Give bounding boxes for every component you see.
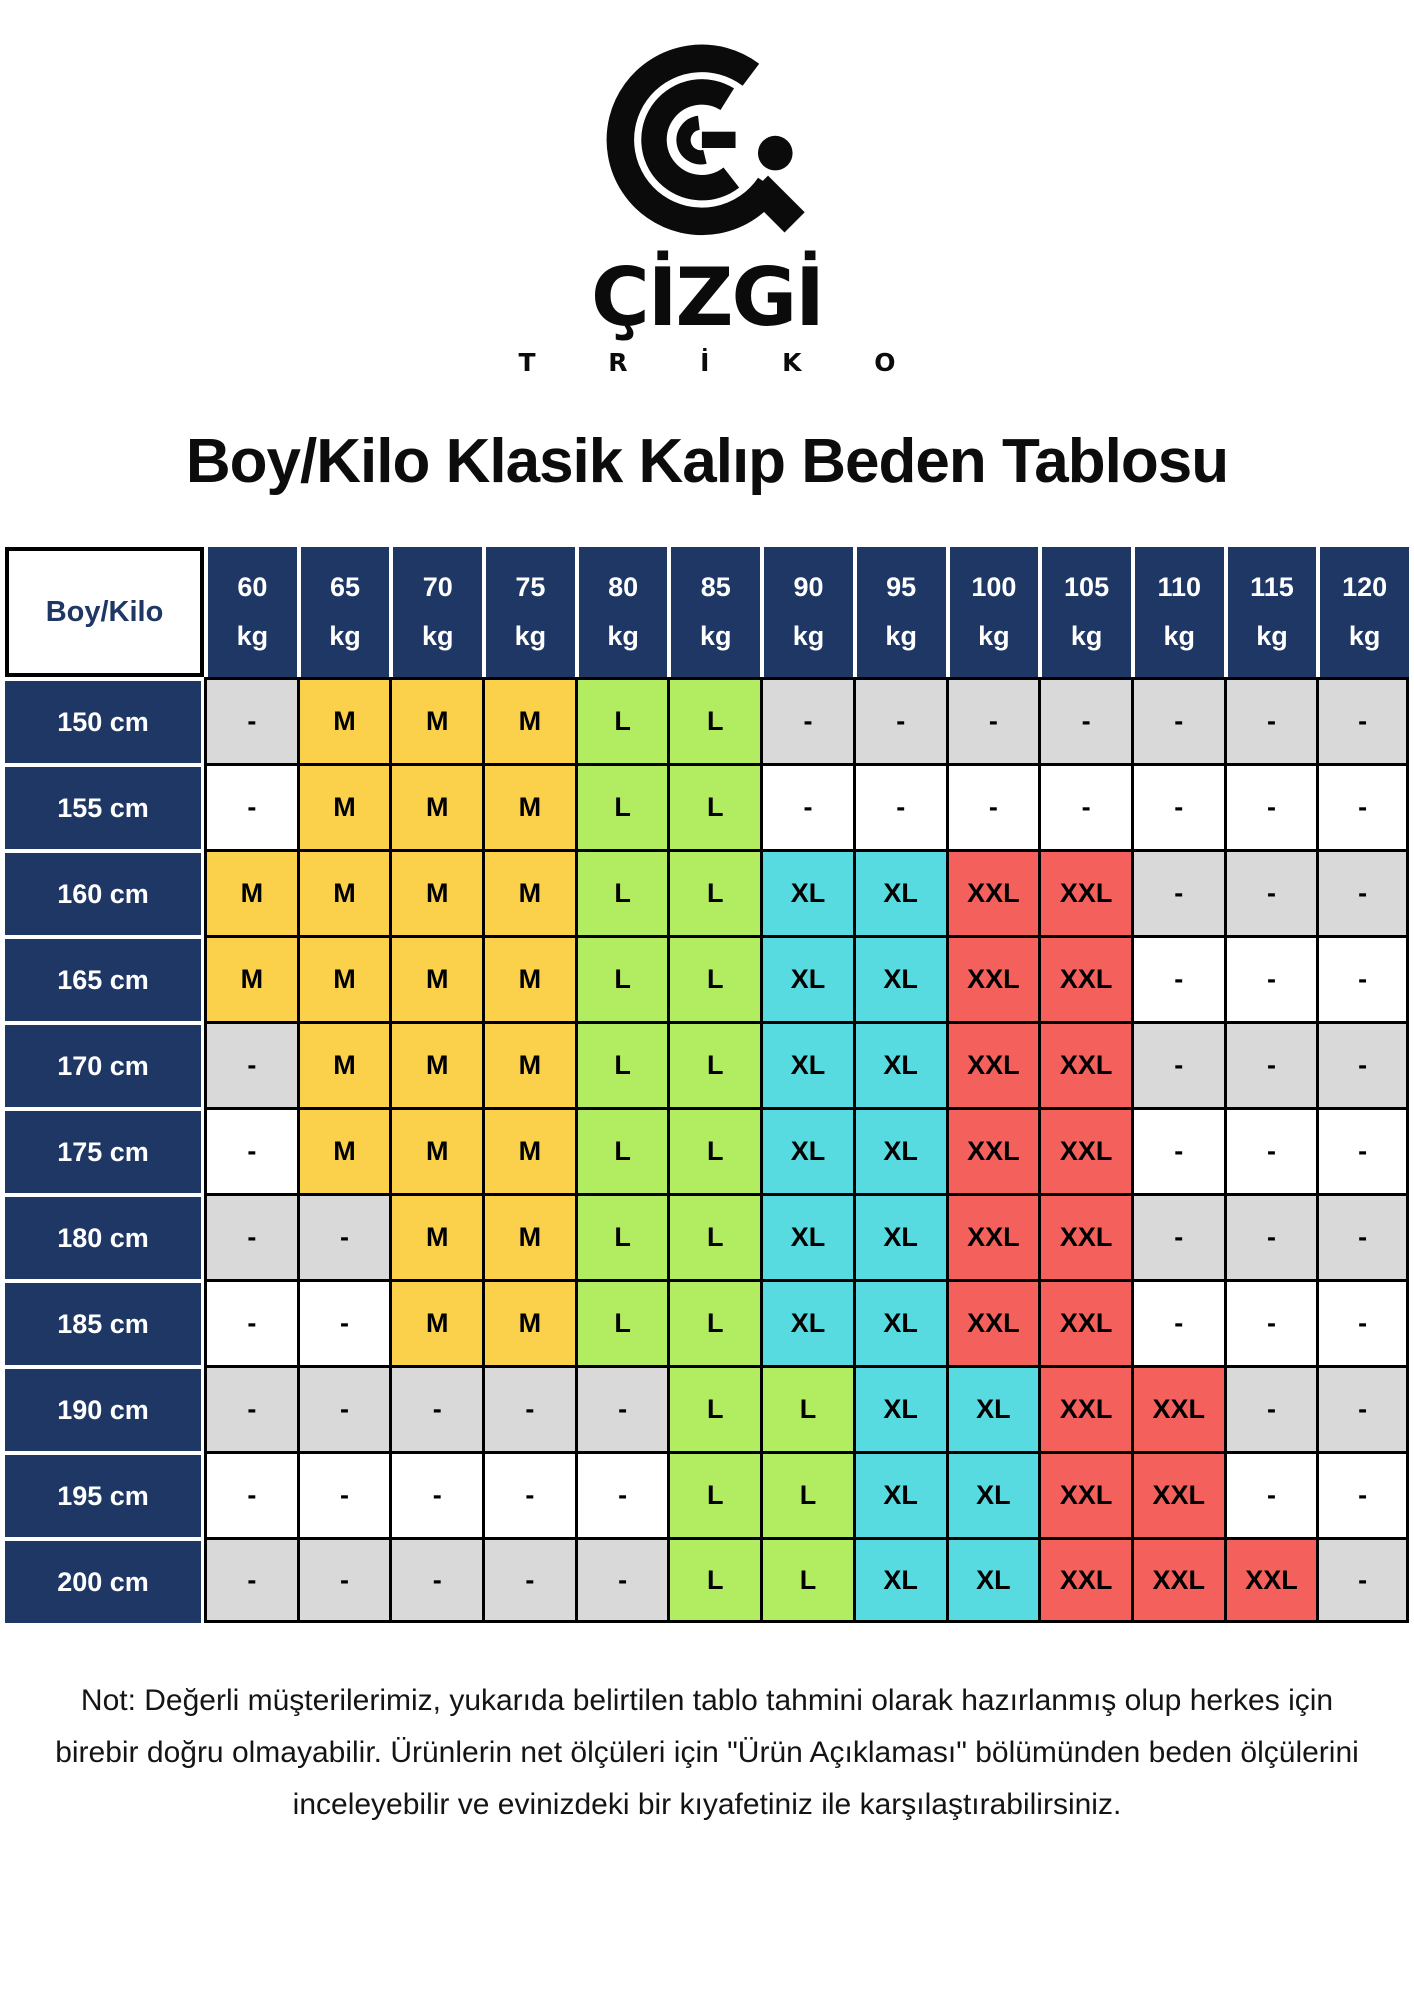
size-cell: XXL xyxy=(946,1279,1039,1365)
size-cell: M xyxy=(389,1279,482,1365)
size-cell: - xyxy=(204,1365,297,1451)
size-cell: - xyxy=(1224,935,1317,1021)
weight-header-cell: 115 kg xyxy=(1224,547,1317,677)
height-label-cell: 185 cm xyxy=(5,1279,204,1365)
size-cell: - xyxy=(1131,677,1224,763)
size-cell: XXL xyxy=(1038,1021,1131,1107)
size-cell: L xyxy=(575,1279,668,1365)
size-cell: XL xyxy=(853,1193,946,1279)
size-cell: XXL xyxy=(1131,1537,1224,1623)
size-cell: XL xyxy=(853,1021,946,1107)
size-cell: M xyxy=(482,849,575,935)
page-title: Boy/Kilo Klasik Kalıp Beden Tablosu xyxy=(185,427,1229,496)
size-cell: - xyxy=(482,1365,575,1451)
size-cell: L xyxy=(575,1193,668,1279)
size-cell: M xyxy=(389,763,482,849)
size-cell: XXL xyxy=(946,935,1039,1021)
height-label-cell: 175 cm xyxy=(5,1107,204,1193)
size-cell: M xyxy=(389,1021,482,1107)
size-cell: XL xyxy=(760,1021,853,1107)
size-cell: M xyxy=(297,1021,390,1107)
brand-logo xyxy=(0,0,1414,376)
size-cell: - xyxy=(1224,1279,1317,1365)
size-cell: XXL xyxy=(1131,1365,1224,1451)
size-cell: - xyxy=(204,763,297,849)
size-cell: M xyxy=(389,935,482,1021)
size-cell: - xyxy=(389,1451,482,1537)
size-cell: - xyxy=(297,1365,390,1451)
size-cell: - xyxy=(1131,849,1224,935)
size-cell: - xyxy=(297,1279,390,1365)
weight-header-cell: 65 kg xyxy=(297,547,390,677)
size-cell: - xyxy=(1316,935,1409,1021)
size-cell: - xyxy=(853,763,946,849)
height-label-cell: 170 cm xyxy=(5,1021,204,1107)
size-cell: XXL xyxy=(1131,1451,1224,1537)
brand-subtitle: T R İ K O xyxy=(518,348,928,377)
size-cell: XL xyxy=(853,1537,946,1623)
size-cell: - xyxy=(1316,1451,1409,1537)
size-cell: - xyxy=(1131,763,1224,849)
size-cell: M xyxy=(389,1107,482,1193)
size-cell: L xyxy=(667,1537,760,1623)
weight-header-cell: 100 kg xyxy=(946,547,1039,677)
size-cell: - xyxy=(575,1537,668,1623)
size-cell: - xyxy=(1131,1279,1224,1365)
height-label-cell: 200 cm xyxy=(5,1537,204,1623)
size-cell: L xyxy=(667,849,760,935)
size-cell: - xyxy=(760,763,853,849)
size-cell: M xyxy=(482,1193,575,1279)
size-cell: - xyxy=(1316,1193,1409,1279)
size-cell: - xyxy=(1316,1365,1409,1451)
size-cell: - xyxy=(1316,1537,1409,1623)
size-cell: L xyxy=(667,1021,760,1107)
size-cell: XL xyxy=(853,1365,946,1451)
size-cell: XL xyxy=(760,1279,853,1365)
size-cell: M xyxy=(297,763,390,849)
size-cell: - xyxy=(1224,677,1317,763)
size-cell: XXL xyxy=(1038,1451,1131,1537)
weight-header-cell: 80 kg xyxy=(575,547,668,677)
size-cell: XL xyxy=(853,1107,946,1193)
size-cell: XXL xyxy=(1038,1193,1131,1279)
size-cell: - xyxy=(1224,1365,1317,1451)
size-cell: - xyxy=(297,1193,390,1279)
table-row xyxy=(5,1365,1409,1451)
size-cell: XL xyxy=(853,1279,946,1365)
size-cell: M xyxy=(482,763,575,849)
size-cell: - xyxy=(482,1451,575,1537)
size-cell: M xyxy=(297,1107,390,1193)
brand-name: ÇİZGİ xyxy=(591,251,823,344)
height-label-cell: 180 cm xyxy=(5,1193,204,1279)
size-cell: L xyxy=(575,849,668,935)
table-row xyxy=(5,1193,1409,1279)
size-cell: M xyxy=(204,849,297,935)
size-cell: - xyxy=(389,1537,482,1623)
weight-header-cell: 120 kg xyxy=(1316,547,1409,677)
size-cell: - xyxy=(1131,1193,1224,1279)
size-cell: M xyxy=(297,849,390,935)
weight-header-cell: 70 kg xyxy=(389,547,482,677)
size-cell: M xyxy=(204,935,297,1021)
size-cell: M xyxy=(389,849,482,935)
size-cell: L xyxy=(667,1279,760,1365)
size-cell: XL xyxy=(946,1451,1039,1537)
size-cell: XXL xyxy=(1038,1537,1131,1623)
size-cell: XXL xyxy=(1038,1279,1131,1365)
size-cell: - xyxy=(1224,849,1317,935)
size-cell: M xyxy=(482,935,575,1021)
height-label-cell: 190 cm xyxy=(5,1365,204,1451)
size-cell: L xyxy=(575,677,668,763)
size-cell: XXL xyxy=(1224,1537,1317,1623)
size-cell: - xyxy=(1038,677,1131,763)
size-cell: - xyxy=(1131,935,1224,1021)
size-cell: - xyxy=(1038,763,1131,849)
size-cell: L xyxy=(667,763,760,849)
size-cell: M xyxy=(482,1107,575,1193)
size-cell: L xyxy=(760,1365,853,1451)
size-cell: - xyxy=(1316,1279,1409,1365)
size-cell: XL xyxy=(853,1451,946,1537)
size-cell: - xyxy=(204,677,297,763)
size-cell: - xyxy=(1224,1193,1317,1279)
height-label-cell: 195 cm xyxy=(5,1451,204,1537)
size-cell: - xyxy=(1224,763,1317,849)
size-cell: - xyxy=(1131,1107,1224,1193)
table-row xyxy=(5,1021,1409,1107)
size-cell: - xyxy=(204,1279,297,1365)
size-cell: XXL xyxy=(946,849,1039,935)
size-cell: - xyxy=(1224,1107,1317,1193)
size-cell: - xyxy=(1131,1021,1224,1107)
size-cell: M xyxy=(482,1021,575,1107)
table-header-row xyxy=(5,547,1409,677)
height-label-cell: 155 cm xyxy=(5,763,204,849)
height-label-cell: 165 cm xyxy=(5,935,204,1021)
size-cell: XXL xyxy=(946,1107,1039,1193)
size-cell: XL xyxy=(946,1537,1039,1623)
weight-header-cell: 90 kg xyxy=(760,547,853,677)
size-cell: - xyxy=(297,1537,390,1623)
size-cell: L xyxy=(667,1365,760,1451)
size-cell: - xyxy=(204,1451,297,1537)
size-cell: - xyxy=(1224,1451,1317,1537)
size-cell: XL xyxy=(760,849,853,935)
weight-header-cell: 85 kg xyxy=(667,547,760,677)
size-table xyxy=(5,547,1409,1623)
size-cell: L xyxy=(760,1537,853,1623)
size-cell: L xyxy=(575,1021,668,1107)
size-cell: XL xyxy=(760,935,853,1021)
size-cell: - xyxy=(204,1193,297,1279)
size-cell: - xyxy=(1316,1021,1409,1107)
size-cell: - xyxy=(946,763,1039,849)
weight-header-cell: 110 kg xyxy=(1131,547,1224,677)
size-cell: M xyxy=(297,935,390,1021)
size-cell: - xyxy=(1224,1021,1317,1107)
size-cell: - xyxy=(1316,677,1409,763)
weight-header-cell: 60 kg xyxy=(204,547,297,677)
height-label-cell: 160 cm xyxy=(5,849,204,935)
size-cell: L xyxy=(667,677,760,763)
table-row xyxy=(5,1451,1409,1537)
size-cell: M xyxy=(482,677,575,763)
size-cell: XL xyxy=(853,935,946,1021)
weight-header-cell: 105 kg xyxy=(1038,547,1131,677)
size-cell: - xyxy=(575,1365,668,1451)
table-row xyxy=(5,1537,1409,1623)
size-cell: - xyxy=(204,1021,297,1107)
size-cell: M xyxy=(389,677,482,763)
size-cell: XXL xyxy=(946,1193,1039,1279)
size-cell: - xyxy=(204,1107,297,1193)
size-cell: L xyxy=(575,1107,668,1193)
table-row xyxy=(5,849,1409,935)
size-cell: M xyxy=(389,1193,482,1279)
size-cell: XL xyxy=(853,849,946,935)
size-cell: L xyxy=(667,1193,760,1279)
table-row xyxy=(5,1279,1409,1365)
size-cell: XL xyxy=(946,1365,1039,1451)
size-cell: L xyxy=(667,1451,760,1537)
size-cell: - xyxy=(575,1451,668,1537)
size-cell: M xyxy=(297,677,390,763)
table-row xyxy=(5,763,1409,849)
size-cell: - xyxy=(204,1537,297,1623)
size-cell: - xyxy=(946,677,1039,763)
size-cell: XXL xyxy=(1038,935,1131,1021)
weight-header-cell: 75 kg xyxy=(482,547,575,677)
footnote: Not: Değerli müşterilerimiz, yukarıda belirtilen tablo tahmini olarak hazırlanmış olup herkes için birebir doğru olmayabilir. Ürünlerin net ölçüleri için "Ürün Açıklaması" bölümünden beden ölçülerini inceleyebilir ve evinizdeki bir kıyafetiniz ile karşılaştırabilirsiniz. xyxy=(55,1684,1359,1821)
size-cell: XXL xyxy=(1038,1107,1131,1193)
size-cell: - xyxy=(297,1451,390,1537)
size-cell: L xyxy=(575,935,668,1021)
height-label-cell: 150 cm xyxy=(5,677,204,763)
size-cell: XL xyxy=(760,1193,853,1279)
size-cell: - xyxy=(853,677,946,763)
cizgi-monogram-icon xyxy=(605,40,809,256)
size-cell: XXL xyxy=(1038,1365,1131,1451)
size-cell: - xyxy=(1316,849,1409,935)
size-cell: XL xyxy=(760,1107,853,1193)
size-cell: XXL xyxy=(1038,849,1131,935)
size-cell: L xyxy=(667,1107,760,1193)
table-row xyxy=(5,677,1409,763)
weight-header-cell: 95 kg xyxy=(853,547,946,677)
size-cell: - xyxy=(760,677,853,763)
size-cell: - xyxy=(389,1365,482,1451)
size-cell: M xyxy=(482,1279,575,1365)
size-cell: - xyxy=(1316,1107,1409,1193)
size-cell: L xyxy=(760,1451,853,1537)
table-row xyxy=(5,1107,1409,1193)
size-cell: - xyxy=(1316,763,1409,849)
size-cell: L xyxy=(667,935,760,1021)
size-cell: L xyxy=(575,763,668,849)
size-cell: - xyxy=(482,1537,575,1623)
corner-header-cell: Boy/Kilo xyxy=(5,547,204,677)
table-row xyxy=(5,935,1409,1021)
size-cell: XXL xyxy=(946,1021,1039,1107)
